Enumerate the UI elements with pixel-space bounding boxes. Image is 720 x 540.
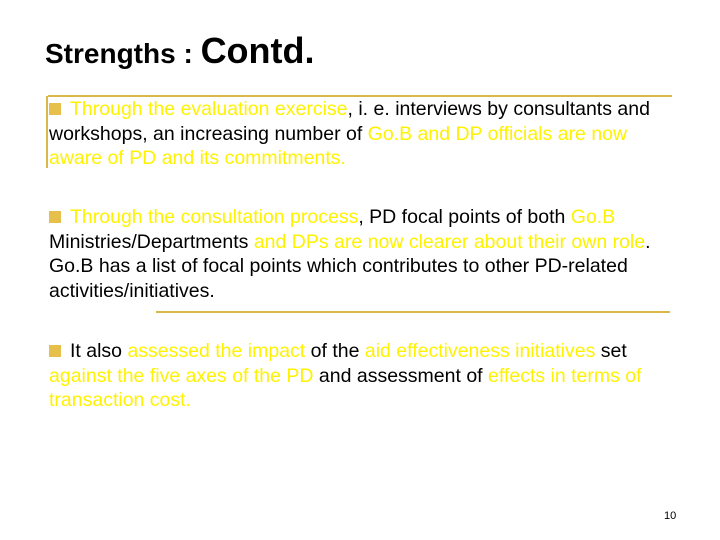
highlighted-text: against the five axes of the PD xyxy=(49,364,314,387)
page-number: 10 xyxy=(664,510,677,522)
highlighted-text: Through the consultation process xyxy=(70,206,359,228)
bullet-marker-icon xyxy=(49,103,61,115)
highlighted-text: Go.B and DP officials are now aware of PD and its commitments. xyxy=(49,122,628,169)
body-text: , i. e. interviews by consultants and workshops, an increasing number of xyxy=(49,98,650,145)
body-text: Ministries/Departments xyxy=(49,230,254,253)
highlighted-text: Go.B xyxy=(570,206,616,228)
highlighted-text: aid effectiveness initiatives xyxy=(364,340,596,362)
highlighted-text: effects in terms of transaction cost. xyxy=(49,364,642,411)
bullet-1 xyxy=(49,97,685,171)
bullet-marker-icon xyxy=(49,211,61,223)
mid-rule xyxy=(156,311,670,313)
slide-title xyxy=(45,30,315,72)
body-text: , PD focal points of both xyxy=(358,206,571,228)
body-text: of the xyxy=(305,340,365,362)
title-part-1: Strengths : xyxy=(45,38,201,69)
bullet-2 xyxy=(49,205,685,303)
body-text: . Go.B has a list of focal points which contributes to other PD-related activities/initiatives. xyxy=(49,230,651,302)
highlighted-text: assessed the impact xyxy=(127,340,306,362)
highlighted-text: Through the evaluation exercise xyxy=(70,98,348,120)
body-text: set xyxy=(595,340,627,362)
highlighted-text: and DPs are now clearer about their own role xyxy=(253,230,646,253)
bullet-3 xyxy=(49,339,685,413)
left-rule xyxy=(46,96,48,168)
body-text: It also xyxy=(70,340,128,362)
body-text: and assessment of xyxy=(313,364,489,387)
bullet-marker-icon xyxy=(49,345,61,357)
title-part-2: Contd. xyxy=(200,30,315,71)
